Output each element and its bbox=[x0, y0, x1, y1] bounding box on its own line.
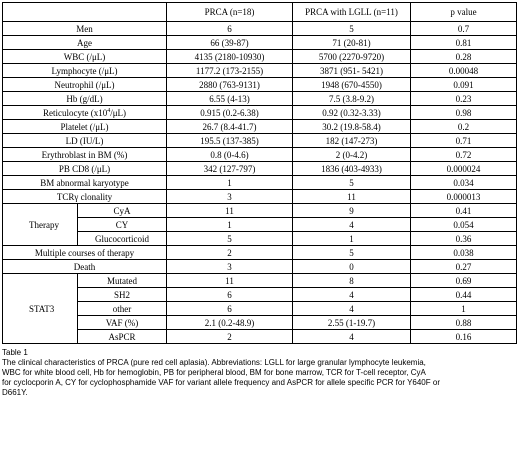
row-label-text: Hb (g/dL) bbox=[66, 93, 103, 104]
cell-prca-lgll: 3871 (951- 5421) bbox=[293, 64, 411, 78]
cell-p-value: 0.000024 bbox=[411, 162, 517, 176]
cell-p-value: 0.69 bbox=[411, 274, 517, 288]
row-label-text: Lymphocyte (/μL) bbox=[51, 65, 118, 76]
row-label-tail: /μL) bbox=[110, 107, 127, 118]
table-row bbox=[3, 120, 517, 134]
cell-prca: 11 bbox=[167, 204, 293, 218]
row-sub-label: CyA bbox=[78, 204, 167, 218]
cell-prca: 6 bbox=[167, 302, 293, 316]
cell-p-value: 0.034 bbox=[411, 176, 517, 190]
table-row bbox=[3, 50, 517, 64]
cell-prca: 342 (127-797) bbox=[167, 162, 293, 176]
cell-p-value: 0.00048 bbox=[411, 64, 517, 78]
table-row bbox=[3, 232, 517, 246]
row-label bbox=[3, 176, 167, 190]
row-label-text: Men bbox=[76, 23, 93, 34]
row-label bbox=[3, 148, 167, 162]
table-row bbox=[3, 330, 517, 344]
row-label bbox=[3, 92, 167, 106]
row-label-text: Reticulocyte (x10 bbox=[42, 107, 108, 118]
row-label-text: WBC (/μL) bbox=[63, 51, 106, 62]
row-label-text: PB CD8 (/μL) bbox=[58, 163, 111, 174]
row-group-label: Therapy bbox=[3, 204, 78, 246]
table-row bbox=[3, 176, 517, 190]
cell-prca: 3 bbox=[167, 260, 293, 274]
row-label-text: LD (IU/L) bbox=[65, 135, 104, 146]
table-row bbox=[3, 218, 517, 232]
cell-prca: 11 bbox=[167, 274, 293, 288]
row-label bbox=[3, 64, 167, 78]
table-row bbox=[3, 204, 517, 218]
cell-prca: 3 bbox=[167, 190, 293, 204]
cell-prca-lgll: 5 bbox=[293, 176, 411, 190]
row-label bbox=[3, 50, 167, 64]
row-sub-label: VAF (%) bbox=[78, 316, 167, 330]
cell-prca-lgll: 1 bbox=[293, 232, 411, 246]
cell-p-value: 0.72 bbox=[411, 148, 517, 162]
cell-prca-lgll: 8 bbox=[293, 274, 411, 288]
table-row bbox=[3, 246, 517, 260]
row-sub-label: Mutated bbox=[78, 274, 167, 288]
table-row bbox=[3, 148, 517, 162]
cell-prca: 6 bbox=[167, 288, 293, 302]
cell-p-value: 0.7 bbox=[411, 22, 517, 36]
row-label bbox=[3, 246, 167, 260]
cell-prca: 1 bbox=[167, 176, 293, 190]
row-label-text: Platelet (/μL) bbox=[60, 121, 109, 132]
cell-p-value: 0.36 bbox=[411, 232, 517, 246]
cell-prca-lgll: 2 (0-4.2) bbox=[293, 148, 411, 162]
table-row bbox=[3, 288, 517, 302]
cell-prca: 2.1 (0.2-48.9) bbox=[167, 316, 293, 330]
row-sub-label: AsPCR bbox=[78, 330, 167, 344]
table-row bbox=[3, 36, 517, 50]
row-sub-label: Glucocorticoid bbox=[78, 232, 167, 246]
cell-prca: 66 (39-87) bbox=[167, 36, 293, 50]
cell-prca-lgll: 2.55 (1-19.7) bbox=[293, 316, 411, 330]
header-prca: PRCA (n=18) bbox=[167, 3, 293, 22]
cell-prca-lgll: 30.2 (19.8-58.4) bbox=[293, 120, 411, 134]
document bbox=[2, 2, 518, 398]
cell-prca: 26.7 (8.4-41.7) bbox=[167, 120, 293, 134]
cell-p-value: 0.091 bbox=[411, 78, 517, 92]
cell-p-value: 0.81 bbox=[411, 36, 517, 50]
row-label bbox=[3, 78, 167, 92]
cell-p-value: 0.000013 bbox=[411, 190, 517, 204]
table-row bbox=[3, 316, 517, 330]
table-body bbox=[3, 22, 517, 344]
cell-prca-lgll: 0 bbox=[293, 260, 411, 274]
row-label bbox=[3, 162, 167, 176]
table-row bbox=[3, 22, 517, 36]
cell-prca: 1177.2 (173-2155) bbox=[167, 64, 293, 78]
table-row bbox=[3, 274, 517, 288]
row-label bbox=[3, 190, 167, 204]
cell-prca-lgll: 182 (147-273) bbox=[293, 134, 411, 148]
cell-prca-lgll: 4 bbox=[293, 218, 411, 232]
table-row bbox=[3, 260, 517, 274]
cell-prca: 0.915 (0.2-6.38) bbox=[167, 106, 293, 120]
cell-p-value: 0.41 bbox=[411, 204, 517, 218]
cell-p-value: 0.44 bbox=[411, 288, 517, 302]
cell-prca-lgll: 9 bbox=[293, 204, 411, 218]
caption-line: for cyclocporin A, CY for cyclophosphamide VAF for variant allele frequency and AsPCR for allele specific PCR for Y640F or bbox=[2, 378, 440, 387]
cell-prca-lgll: 4 bbox=[293, 330, 411, 344]
cell-prca-lgll: 0.92 (0.32-3.33) bbox=[293, 106, 411, 120]
table-row bbox=[3, 134, 517, 148]
row-label-text: BM abnormal karyotype bbox=[40, 177, 129, 188]
caption-line: D661Y. bbox=[2, 388, 28, 397]
row-sub-label: SH2 bbox=[78, 288, 167, 302]
cell-p-value: 0.88 bbox=[411, 316, 517, 330]
caption-title: Table 1 bbox=[2, 348, 28, 357]
row-sub-label: other bbox=[78, 302, 167, 316]
cell-prca: 2 bbox=[167, 246, 293, 260]
cell-prca: 5 bbox=[167, 232, 293, 246]
cell-prca-lgll: 71 (20-81) bbox=[293, 36, 411, 50]
cell-p-value: 1 bbox=[411, 302, 517, 316]
caption-line: The clinical characteristics of PRCA (pure red cell aplasia). Abbreviations: LGLL for large granular lymphocyte leukemia, bbox=[2, 358, 426, 367]
header-blank bbox=[3, 3, 167, 22]
row-label-text: Neutrophil (/μL) bbox=[54, 79, 115, 90]
table-caption bbox=[2, 348, 514, 398]
table-row bbox=[3, 78, 517, 92]
table-header-row bbox=[3, 3, 517, 22]
row-label-text: Death bbox=[73, 261, 96, 272]
caption-line: WBC for white blood cell, Hb for hemoglobin, PB for peripheral blood, BM for bone marrow, TCR for T-cell receptor, CyA bbox=[2, 368, 426, 377]
row-label bbox=[3, 134, 167, 148]
cell-p-value: 0.27 bbox=[411, 260, 517, 274]
cell-prca-lgll: 4 bbox=[293, 288, 411, 302]
header-prca-lgll: PRCA with LGLL (n=11) bbox=[293, 3, 411, 22]
cell-p-value: 0.2 bbox=[411, 120, 517, 134]
row-group-label: STAT3 bbox=[3, 274, 78, 344]
table-row bbox=[3, 302, 517, 316]
cell-prca: 0.8 (0-4.6) bbox=[167, 148, 293, 162]
cell-p-value: 0.23 bbox=[411, 92, 517, 106]
cell-prca-lgll: 5700 (2270-9720) bbox=[293, 50, 411, 64]
row-label bbox=[3, 120, 167, 134]
cell-prca: 2 bbox=[167, 330, 293, 344]
cell-prca: 4135 (2180-10930) bbox=[167, 50, 293, 64]
table-row bbox=[3, 106, 517, 120]
cell-prca-lgll: 5 bbox=[293, 246, 411, 260]
row-sub-label: CY bbox=[78, 218, 167, 232]
cell-prca: 195.5 (137-385) bbox=[167, 134, 293, 148]
cell-prca-lgll: 7.5 (3.8-9.2) bbox=[293, 92, 411, 106]
cell-p-value: 0.054 bbox=[411, 218, 517, 232]
cell-prca-lgll: 11 bbox=[293, 190, 411, 204]
header-p-value: p value bbox=[411, 3, 517, 22]
table-row bbox=[3, 190, 517, 204]
row-label bbox=[3, 106, 167, 120]
cell-p-value: 0.98 bbox=[411, 106, 517, 120]
cell-p-value: 0.71 bbox=[411, 134, 517, 148]
cell-p-value: 0.16 bbox=[411, 330, 517, 344]
cell-prca: 6.55 (4-13) bbox=[167, 92, 293, 106]
row-label-text: Age bbox=[77, 37, 92, 48]
cell-prca-lgll: 1836 (403-4933) bbox=[293, 162, 411, 176]
characteristics-table bbox=[2, 2, 517, 344]
cell-prca-lgll: 4 bbox=[293, 302, 411, 316]
cell-prca-lgll: 1948 (670-4550) bbox=[293, 78, 411, 92]
cell-prca: 6 bbox=[167, 22, 293, 36]
row-label bbox=[3, 36, 167, 50]
cell-p-value: 0.28 bbox=[411, 50, 517, 64]
cell-prca-lgll: 5 bbox=[293, 22, 411, 36]
cell-prca: 2880 (763-9131) bbox=[167, 78, 293, 92]
cell-p-value: 0.038 bbox=[411, 246, 517, 260]
row-label bbox=[3, 260, 167, 274]
table-row bbox=[3, 64, 517, 78]
row-label-text: Multiple courses of therapy bbox=[34, 247, 135, 258]
row-label bbox=[3, 22, 167, 36]
table-row bbox=[3, 92, 517, 106]
cell-prca: 1 bbox=[167, 218, 293, 232]
table-row bbox=[3, 162, 517, 176]
row-label-superscript: 4 bbox=[107, 107, 111, 114]
row-label-text: Erythroblast in BM (%) bbox=[41, 149, 128, 160]
row-label-text: TCRγ clonality bbox=[56, 191, 113, 202]
